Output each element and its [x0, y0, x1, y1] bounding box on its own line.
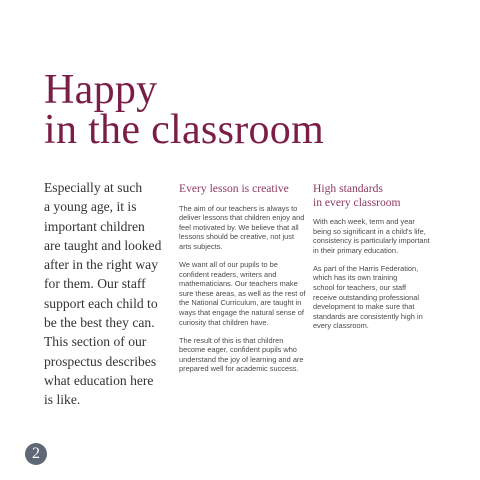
paragraph-line: receive outstanding professional — [313, 292, 419, 302]
intro-line: what education here — [44, 372, 154, 388]
paragraph-line: arts subjects. — [179, 241, 223, 251]
intro-line: a young age, it is — [44, 199, 137, 215]
column-heading-line: High standards — [313, 182, 383, 195]
page-title — [44, 67, 325, 153]
paragraph-line: every classroom. — [313, 321, 369, 331]
column-paragraph — [313, 264, 437, 331]
paragraph-line: lessons should be creative, not just — [179, 232, 295, 242]
paragraph-line: understand the joy of learning and are — [179, 354, 304, 364]
paragraph-line: The result of this is that children — [179, 335, 284, 345]
intro-line: support each child to — [44, 295, 158, 311]
column-heading-line: in every classroom — [313, 195, 401, 209]
intro-text — [44, 178, 176, 410]
paragraph-line: become eager, confident pupils who — [179, 345, 297, 355]
column-heading — [179, 182, 303, 196]
page-title-line-2: in the classroom — [44, 107, 325, 153]
paragraph-line: confident readers, writers and — [179, 269, 277, 279]
column-paragraph — [179, 204, 303, 252]
paragraph-line: ways that engage the natural sense of — [179, 307, 304, 317]
intro-line: be the best they can. — [44, 315, 155, 331]
intro-line: important children — [44, 218, 145, 234]
paragraph-line: mathematicians. Our teachers make — [179, 279, 298, 289]
paragraph-line: which has its own training — [313, 273, 398, 283]
column-high-standards — [313, 182, 437, 340]
intro-line: are taught and looked — [44, 237, 162, 253]
paragraph-line: sure these areas, as well as the rest of — [179, 288, 306, 298]
column-heading-line: Every lesson is creative — [179, 182, 289, 195]
paragraph-line: school for teachers, our staff — [313, 283, 407, 293]
paragraph-line: We want all of our pupils to be — [179, 259, 278, 269]
paragraph-line: deliver lessons that children enjoy and — [179, 213, 305, 223]
paragraph-line: prepared well for academic success. — [179, 364, 299, 374]
paragraph-line: in their primary education. — [313, 245, 399, 255]
intro-line: for them. Our staff — [44, 276, 146, 292]
page-number-badge: 2 — [25, 443, 47, 465]
intro-line: Especially at such — [44, 180, 143, 195]
column-paragraph — [179, 259, 306, 327]
paragraph-line: curiosity that children have. — [179, 317, 269, 327]
column-heading — [313, 182, 437, 209]
paragraph-line: being so significant in a child's life, — [313, 226, 426, 236]
paragraph-line: consistency is particularly important — [313, 236, 430, 246]
paragraph-line: feel motivated by. We believe that all — [179, 222, 299, 232]
paragraph-line: the National Curriculum, are taught in — [179, 298, 302, 308]
paragraph-line: As part of the Harris Federation, — [313, 263, 419, 273]
column-paragraph — [313, 217, 437, 255]
column-paragraph — [179, 336, 303, 374]
column-creative-lessons — [179, 182, 306, 383]
intro-line: prospectus describes — [44, 353, 157, 369]
paragraph-line: The aim of our teachers is always to — [179, 203, 298, 213]
page-title-line-1: Happy — [44, 67, 158, 113]
intro-line: This section of our — [44, 334, 147, 350]
intro-line: is like. — [44, 392, 81, 408]
paragraph-line: development to make sure that — [313, 302, 415, 312]
paragraph-line: standards are consistently high in — [313, 311, 423, 321]
paragraph-line: With each week, term and year — [313, 217, 415, 226]
intro-line: after in the right way — [44, 257, 158, 273]
